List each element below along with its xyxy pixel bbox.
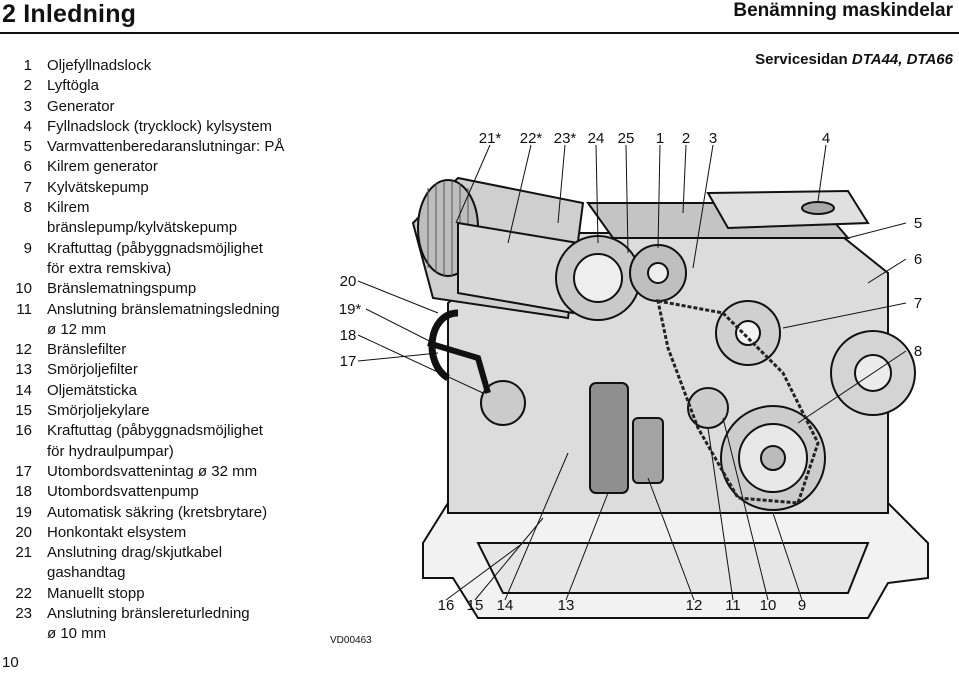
part-number: 10: [15, 280, 32, 298]
figure-subtitle: [755, 51, 953, 68]
part-number: 9: [23, 239, 32, 257]
part-number: 1: [23, 57, 32, 74]
callout-24: 24: [587, 130, 605, 147]
callout-23: 23*: [553, 130, 577, 147]
callout-10: 10: [759, 597, 777, 614]
page-number: 10: [2, 654, 19, 671]
expansion-tank: [708, 191, 868, 228]
part-label-line: Smörjoljekylare: [47, 402, 150, 420]
fuel-filter: [633, 418, 663, 483]
callout-14: 14: [496, 597, 514, 614]
part-item: [0, 604, 320, 645]
part-number: 15: [15, 402, 32, 420]
part-label-line: ø 10 mm: [47, 625, 107, 643]
part-number: 21: [15, 544, 32, 562]
part-number: 23: [15, 605, 32, 623]
part-label-line: Utombordsvattenintag ø 32 mm: [47, 462, 258, 480]
part-number: 12: [15, 341, 32, 359]
part-item: [0, 56, 320, 76]
part-label-line: Kilrem generator: [47, 158, 158, 176]
part-item: [0, 340, 320, 360]
part-number: 18: [15, 483, 32, 501]
part-number: 14: [15, 381, 32, 399]
part-item: [0, 482, 320, 502]
part-number: 17: [15, 462, 32, 480]
part-label-line: Fyllnadslock (trycklock) kylsystem: [47, 117, 273, 135]
part-label-line: Honkontakt elsystem: [47, 523, 187, 541]
section-title: Benämning maskindelar: [733, 0, 953, 21]
part-number: 11: [16, 300, 32, 318]
parts-list: [0, 56, 320, 645]
part-item: [0, 178, 320, 198]
part-label-line: Lyftögla: [47, 77, 99, 95]
part-item: [0, 360, 320, 380]
part-number: 22: [15, 584, 32, 602]
figure-id: VD00463: [330, 635, 372, 646]
part-number: 7: [23, 178, 32, 196]
part-label-line: Automatisk säkring (kretsbrytare): [47, 503, 268, 521]
part-item: [0, 239, 320, 280]
part-number: 4: [23, 117, 32, 135]
figure-subtitle-models: DTA44, DTA66: [851, 51, 953, 68]
part-number: 6: [23, 158, 32, 176]
part-label-line: Anslutning drag/skjutkabel: [47, 544, 223, 562]
part-item: [0, 523, 320, 543]
oil-pan: [478, 543, 868, 593]
part-item: [0, 401, 320, 421]
part-label-line: Generator: [47, 97, 115, 115]
part-item: [0, 76, 320, 96]
callout-1: 1: [655, 130, 665, 147]
callout-5: 5: [913, 215, 923, 232]
part-label-line: bränslepump/kylvätskepump: [47, 219, 238, 237]
part-item: [0, 462, 320, 482]
part-item: [0, 503, 320, 523]
engine-drawing: [328, 73, 959, 650]
part-item: [0, 97, 320, 117]
part-number: 3: [23, 97, 32, 115]
callout-11: 11: [725, 597, 741, 614]
callout-21: 21*: [478, 130, 502, 147]
part-item: [0, 279, 320, 299]
part-label-line: Bränslefilter: [47, 341, 127, 359]
callout-17: 17: [339, 353, 357, 370]
part-number: 16: [15, 422, 32, 440]
callout-19: 19*: [338, 301, 362, 318]
part-label-line: Utombordsvattenpump: [47, 483, 199, 501]
filler-cap: [802, 202, 834, 214]
figure-subtitle-prefix: Servicesidan: [755, 51, 848, 68]
part-label-line: för extra remskiva): [47, 259, 172, 277]
part-number: 8: [23, 199, 32, 217]
engine-illustration: [328, 73, 959, 650]
callout-3: 3: [708, 130, 718, 147]
part-label-line: Oljemätsticka: [47, 381, 138, 399]
part-label-line: Anslutning bränslereturledning: [47, 605, 250, 623]
part-label-line: Oljefyllnadslock: [47, 57, 152, 74]
part-item: [0, 157, 320, 177]
engine-body: [413, 178, 928, 618]
callout-12: 12: [685, 597, 703, 614]
part-number: 2: [23, 77, 32, 95]
fuel-pump-pulley: [688, 388, 728, 428]
part-label-line: Kraftuttag (påbyggnadsmöjlighet: [47, 422, 263, 440]
part-item: [0, 137, 320, 157]
callout-22: 22*: [519, 130, 543, 147]
callout-6: 6: [913, 251, 923, 268]
part-label-line: Varmvattenberedaranslutningar: PÅ: [47, 138, 285, 156]
part-label-line: Smörjoljefilter: [47, 361, 138, 379]
part-label-line: Manuellt stopp: [47, 584, 145, 602]
part-number: 5: [23, 138, 32, 156]
callout-7: 7: [913, 295, 923, 312]
callout-4: 4: [821, 130, 831, 147]
part-label-line: gashandtag: [47, 564, 126, 582]
callout-18: 18: [339, 327, 357, 344]
part-item: [0, 300, 320, 341]
callout-2: 2: [681, 130, 691, 147]
chapter-title: 2 Inledning: [2, 0, 137, 28]
part-item: [0, 198, 320, 239]
part-label-line: Bränslematningspump: [47, 280, 197, 298]
callout-13: 13: [557, 597, 575, 614]
oil-filter: [590, 383, 628, 493]
callout-16: 16: [437, 597, 455, 614]
part-label-line: Kraftuttag (påbyggnadsmöjlighet: [47, 239, 263, 257]
part-item: [0, 421, 320, 462]
callout-25: 25: [617, 130, 635, 147]
part-label-line: för hydraulpumpar): [47, 442, 174, 460]
part-label-line: ø 12 mm: [47, 320, 107, 338]
header-rule: [0, 32, 959, 34]
part-item: [0, 117, 320, 137]
part-item: [0, 584, 320, 604]
part-number: 20: [15, 523, 32, 541]
part-number: 19: [15, 503, 32, 521]
part-number: 13: [15, 361, 32, 379]
callout-9: 9: [797, 597, 807, 614]
part-item: [0, 543, 320, 584]
part-label-line: Anslutning bränslematningsledning: [47, 300, 280, 318]
part-label-line: Kilrem: [47, 199, 90, 217]
callout-20: 20: [339, 273, 357, 290]
callout-8: 8: [913, 343, 923, 360]
part-item: [0, 381, 320, 401]
callout-15: 15: [466, 597, 484, 614]
part-label-line: Kylvätskepump: [47, 178, 149, 196]
